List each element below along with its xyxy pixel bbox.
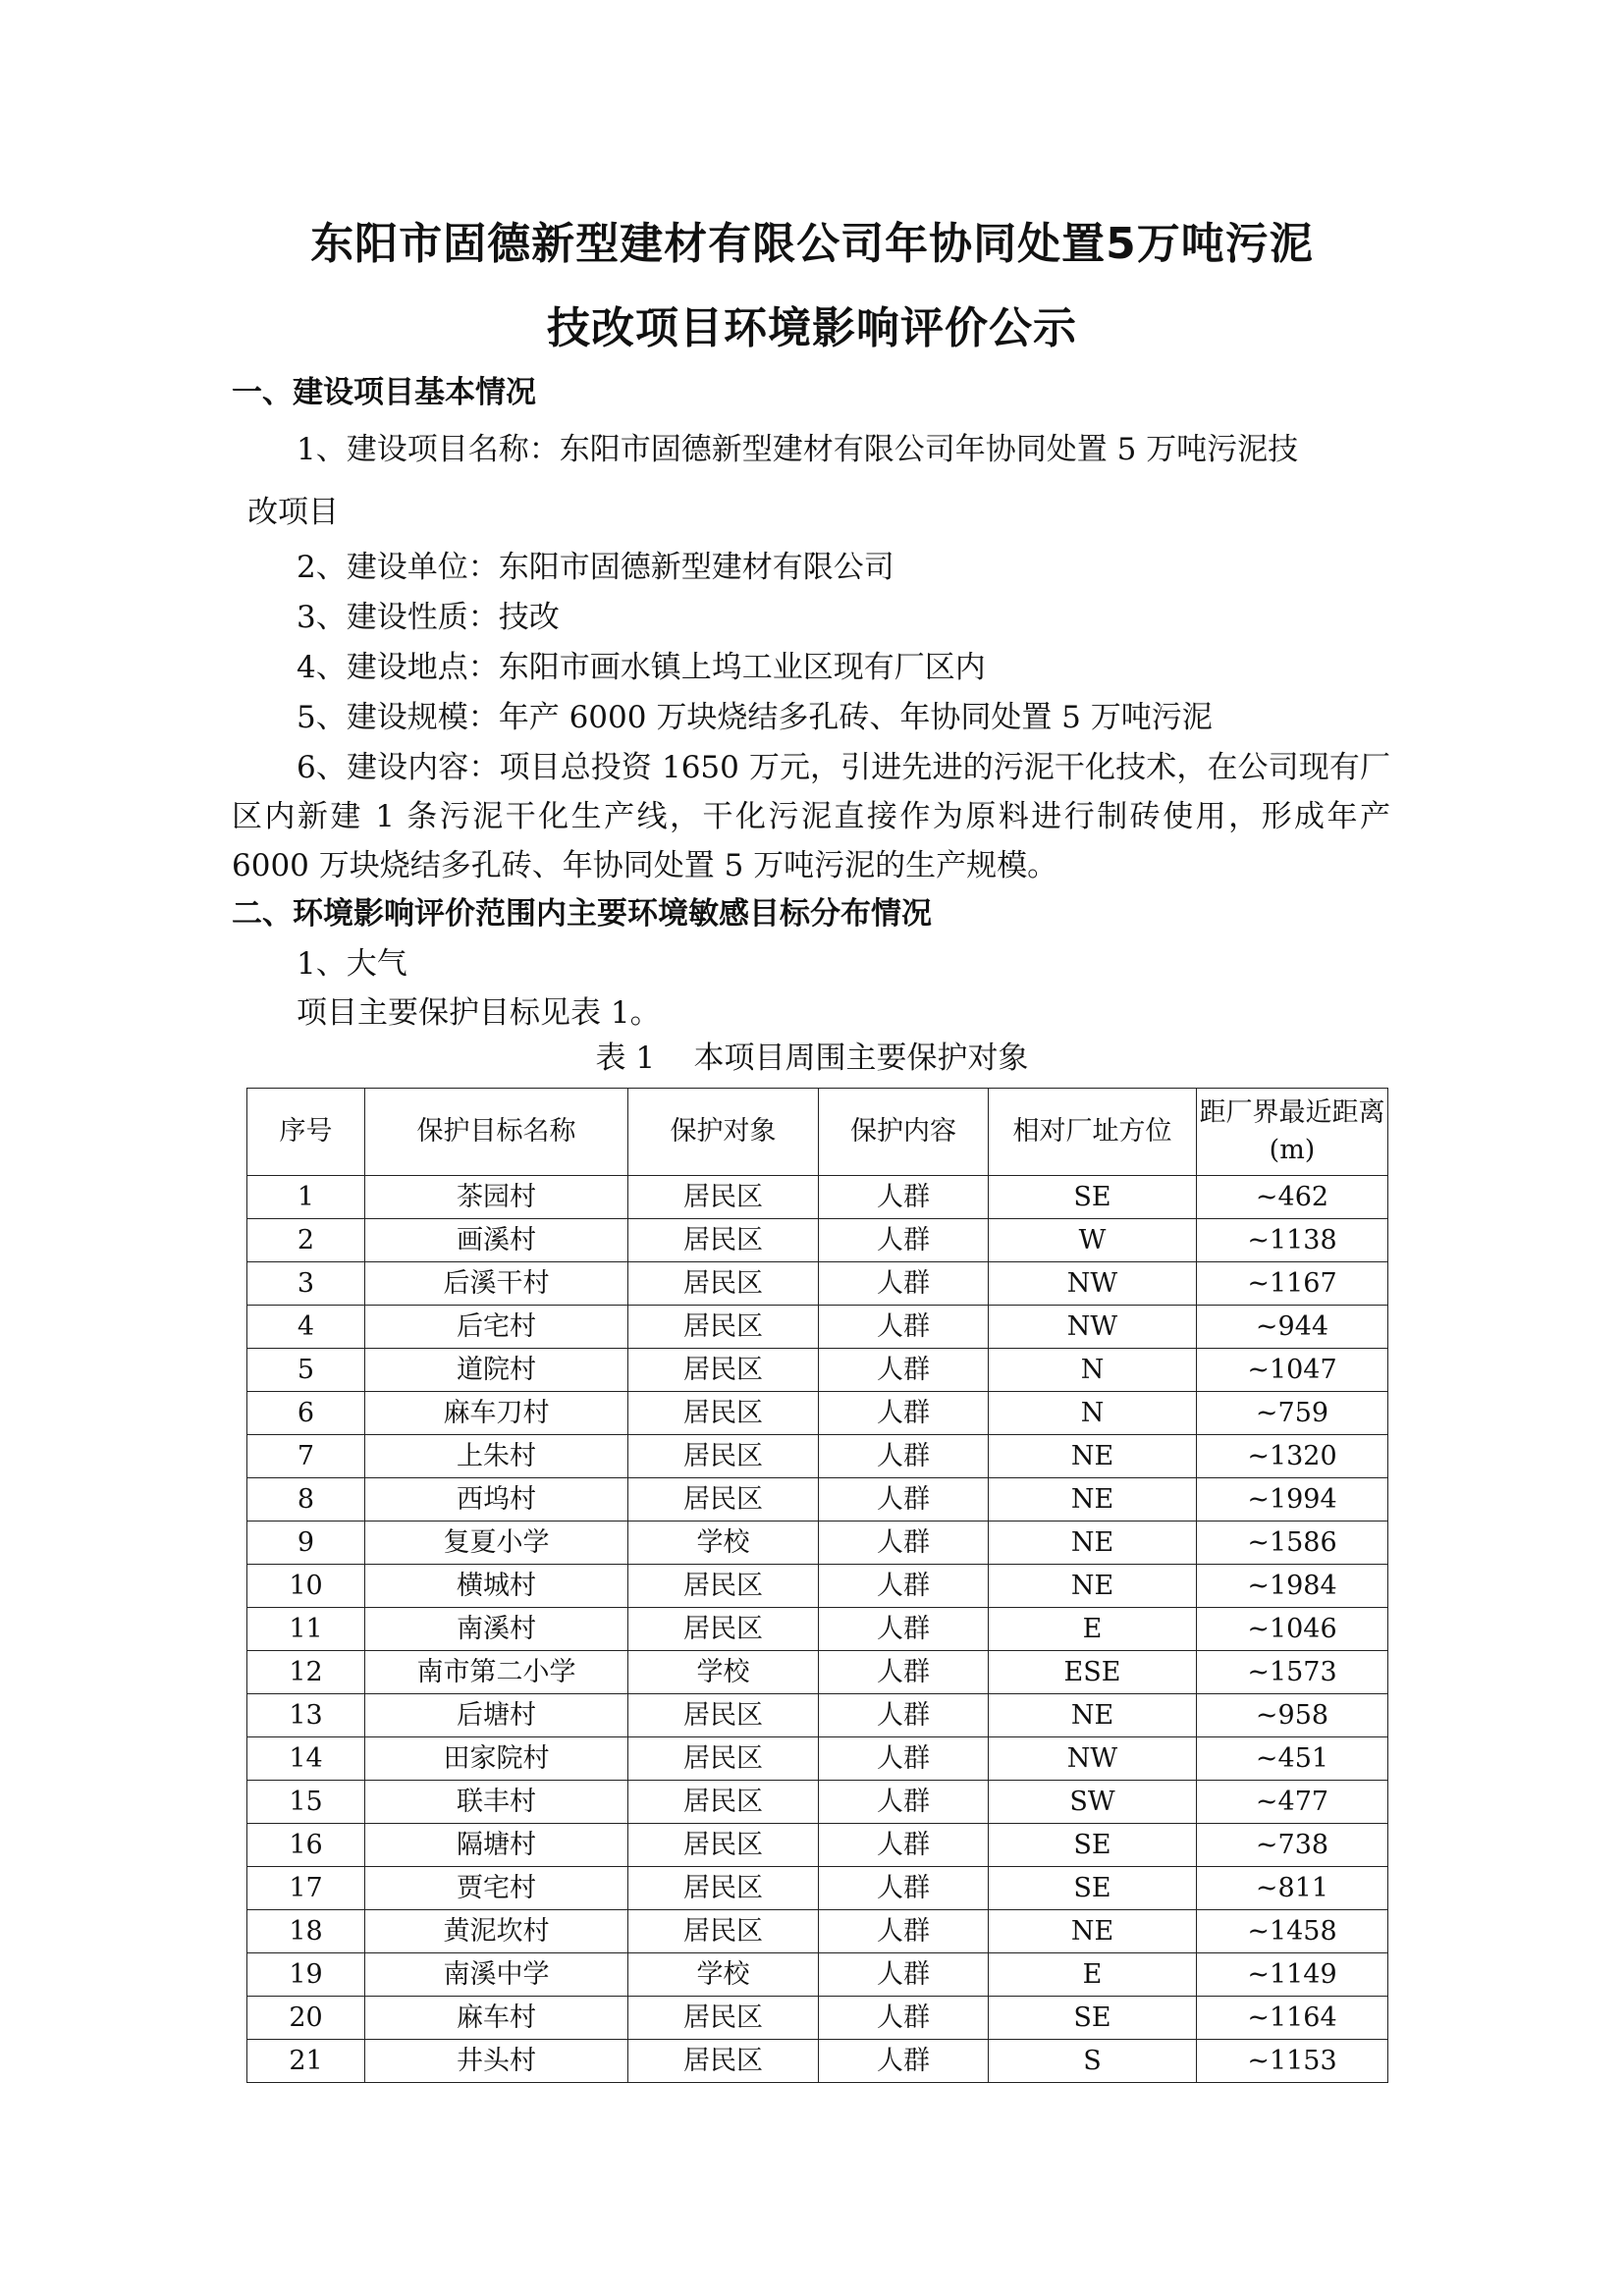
construction-scale: 5、建设规模：年产 6000 万块烧结多孔砖、年协同处置 5 万吨污泥	[297, 700, 1213, 735]
cell-target-name: 麻车村	[365, 1997, 628, 2040]
table-header-row	[247, 1089, 1388, 1176]
cell-target-name: 黄泥坎村	[365, 1910, 628, 1953]
subsection-atmosphere: 1、大气	[297, 946, 407, 982]
cell-distance: ~1149	[1197, 1953, 1388, 1997]
construction-content: 6、建设内容：项目总投资 1650 万元，引进先进的污泥干化技术，在公司现有厂区内新建 1 条污泥干化生产线，干化污泥直接作为原料进行制砖使用，形成年产 6000 万块烧结多孔砖、年协同处置 5 万吨污泥的生产规模。	[232, 750, 1390, 883]
project-name-line-2: 改项目	[247, 495, 339, 530]
cell-index: 17	[247, 1867, 365, 1910]
cell-distance: ~477	[1197, 1781, 1388, 1824]
cell-content: 人群	[819, 1392, 989, 1435]
cell-content: 人群	[819, 2040, 989, 2083]
cell-object: 居民区	[628, 1262, 819, 1306]
cell-object: 学校	[628, 1522, 819, 1565]
cell-distance: ~1047	[1197, 1349, 1388, 1392]
cell-direction: SE	[989, 1867, 1197, 1910]
cell-content: 人群	[819, 1565, 989, 1608]
cell-direction: NW	[989, 1306, 1197, 1349]
cell-index: 21	[247, 2040, 365, 2083]
table-row	[247, 1824, 1388, 1867]
cell-target-name: 南市第二小学	[365, 1651, 628, 1694]
table-body	[247, 1176, 1388, 2083]
cell-direction: NW	[989, 1737, 1197, 1781]
cell-distance: ~1164	[1197, 1997, 1388, 2040]
cell-content: 人群	[819, 1997, 989, 2040]
table-row	[247, 1522, 1388, 1565]
cell-direction: SE	[989, 1997, 1197, 2040]
header-index: 序号	[247, 1089, 365, 1176]
cell-direction: NE	[989, 1694, 1197, 1737]
cell-object: 居民区	[628, 1306, 819, 1349]
cell-direction: NW	[989, 1262, 1197, 1306]
cell-target-name: 西坞村	[365, 1478, 628, 1522]
cell-distance: ~811	[1197, 1867, 1388, 1910]
cell-object: 居民区	[628, 2040, 819, 2083]
table-row	[247, 1392, 1388, 1435]
cell-content: 人群	[819, 1306, 989, 1349]
cell-distance: ~944	[1197, 1306, 1388, 1349]
section-2-heading: 二、环境影响评价范围内主要环境敏感目标分布情况	[232, 896, 932, 932]
cell-target-name: 茶园村	[365, 1176, 628, 1219]
construction-unit: 2、建设单位：东阳市固德新型建材有限公司	[297, 550, 894, 585]
cell-distance: ~462	[1197, 1176, 1388, 1219]
cell-index: 16	[247, 1824, 365, 1867]
cell-index: 20	[247, 1997, 365, 2040]
cell-object: 居民区	[628, 1910, 819, 1953]
cell-distance: ~451	[1197, 1737, 1388, 1781]
cell-index: 4	[247, 1306, 365, 1349]
cell-content: 人群	[819, 1867, 989, 1910]
cell-object: 居民区	[628, 1824, 819, 1867]
cell-index: 10	[247, 1565, 365, 1608]
cell-object: 居民区	[628, 1435, 819, 1478]
table-row	[247, 1651, 1388, 1694]
cell-target-name: 贾宅村	[365, 1867, 628, 1910]
cell-distance: ~1586	[1197, 1522, 1388, 1565]
cell-object: 学校	[628, 1651, 819, 1694]
cell-content: 人群	[819, 1694, 989, 1737]
cell-distance: ~1138	[1197, 1219, 1388, 1262]
cell-object: 居民区	[628, 1867, 819, 1910]
header-distance: 距厂界最近距离(m)	[1197, 1089, 1388, 1176]
cell-distance: ~1046	[1197, 1608, 1388, 1651]
cell-index: 5	[247, 1349, 365, 1392]
table-caption: 表 1 本项目周围主要保护对象	[595, 1041, 1029, 1076]
cell-distance: ~1320	[1197, 1435, 1388, 1478]
cell-index: 15	[247, 1781, 365, 1824]
cell-direction: E	[989, 1608, 1197, 1651]
table-row	[247, 1694, 1388, 1737]
table-row	[247, 1608, 1388, 1651]
cell-distance: ~1994	[1197, 1478, 1388, 1522]
cell-target-name: 后宅村	[365, 1306, 628, 1349]
cell-object: 居民区	[628, 1565, 819, 1608]
cell-object: 居民区	[628, 1392, 819, 1435]
cell-index: 8	[247, 1478, 365, 1522]
cell-object: 居民区	[628, 1694, 819, 1737]
cell-index: 9	[247, 1522, 365, 1565]
header-content: 保护内容	[819, 1089, 989, 1176]
project-name-line-1: 1、建设项目名称：东阳市固德新型建材有限公司年协同处置 5 万吨污泥技	[297, 432, 1299, 467]
cell-distance: ~1167	[1197, 1262, 1388, 1306]
cell-object: 居民区	[628, 1478, 819, 1522]
table-row	[247, 1435, 1388, 1478]
table-row	[247, 1781, 1388, 1824]
cell-direction: SE	[989, 1824, 1197, 1867]
cell-index: 11	[247, 1608, 365, 1651]
cell-distance: ~1153	[1197, 2040, 1388, 2083]
table-row	[247, 1953, 1388, 1997]
cell-content: 人群	[819, 1651, 989, 1694]
table-row	[247, 1349, 1388, 1392]
cell-content: 人群	[819, 1478, 989, 1522]
cell-direction: S	[989, 2040, 1197, 2083]
document-title-line-1: 东阳市固德新型建材有限公司年协同处置5万吨污泥	[310, 219, 1314, 269]
header-object: 保护对象	[628, 1089, 819, 1176]
cell-index: 1	[247, 1176, 365, 1219]
cell-object: 居民区	[628, 1349, 819, 1392]
document-title-line-2: 技改项目环境影响评价公示	[547, 303, 1077, 353]
cell-direction: N	[989, 1349, 1197, 1392]
cell-index: 3	[247, 1262, 365, 1306]
cell-target-name: 井头村	[365, 2040, 628, 2083]
cell-target-name: 南溪中学	[365, 1953, 628, 1997]
table-row	[247, 1867, 1388, 1910]
cell-content: 人群	[819, 1219, 989, 1262]
cell-object: 学校	[628, 1953, 819, 1997]
construction-nature: 3、建设性质：技改	[297, 600, 560, 635]
table-row	[247, 1478, 1388, 1522]
cell-distance: ~1573	[1197, 1651, 1388, 1694]
cell-distance: ~958	[1197, 1694, 1388, 1737]
table-intro: 项目主要保护目标见表 1。	[297, 995, 661, 1031]
cell-distance: ~1458	[1197, 1910, 1388, 1953]
construction-location: 4、建设地点：东阳市画水镇上坞工业区现有厂区内	[297, 650, 986, 685]
cell-direction: ESE	[989, 1651, 1197, 1694]
cell-direction: N	[989, 1392, 1197, 1435]
table-row	[247, 1565, 1388, 1608]
table-row	[247, 1997, 1388, 2040]
cell-direction: NE	[989, 1565, 1197, 1608]
cell-target-name: 画溪村	[365, 1219, 628, 1262]
cell-direction: NE	[989, 1522, 1197, 1565]
cell-target-name: 道院村	[365, 1349, 628, 1392]
cell-target-name: 麻车刀村	[365, 1392, 628, 1435]
cell-object: 居民区	[628, 1781, 819, 1824]
cell-index: 2	[247, 1219, 365, 1262]
cell-direction: SW	[989, 1781, 1197, 1824]
cell-target-name: 联丰村	[365, 1781, 628, 1824]
cell-distance: ~759	[1197, 1392, 1388, 1435]
table-row	[247, 2040, 1388, 2083]
cell-direction: E	[989, 1953, 1197, 1997]
table-row	[247, 1910, 1388, 1953]
cell-index: 13	[247, 1694, 365, 1737]
table-row	[247, 1737, 1388, 1781]
cell-target-name: 上朱村	[365, 1435, 628, 1478]
cell-target-name: 隔塘村	[365, 1824, 628, 1867]
cell-index: 12	[247, 1651, 365, 1694]
cell-index: 18	[247, 1910, 365, 1953]
table-row	[247, 1176, 1388, 1219]
cell-content: 人群	[819, 1349, 989, 1392]
cell-content: 人群	[819, 1435, 989, 1478]
cell-direction: NE	[989, 1435, 1197, 1478]
cell-content: 人群	[819, 1910, 989, 1953]
cell-object: 居民区	[628, 1737, 819, 1781]
cell-content: 人群	[819, 1608, 989, 1651]
cell-content: 人群	[819, 1522, 989, 1565]
cell-target-name: 后塘村	[365, 1694, 628, 1737]
cell-direction: W	[989, 1219, 1197, 1262]
cell-index: 14	[247, 1737, 365, 1781]
table-row	[247, 1262, 1388, 1306]
protection-targets-table	[246, 1088, 1388, 2083]
cell-target-name: 田家院村	[365, 1737, 628, 1781]
cell-object: 居民区	[628, 1997, 819, 2040]
section-1-heading: 一、建设项目基本情况	[232, 375, 536, 410]
cell-index: 19	[247, 1953, 365, 1997]
cell-distance: ~1984	[1197, 1565, 1388, 1608]
cell-object: 居民区	[628, 1608, 819, 1651]
cell-direction: NE	[989, 1478, 1197, 1522]
cell-direction: SE	[989, 1176, 1197, 1219]
cell-target-name: 后溪干村	[365, 1262, 628, 1306]
cell-object: 居民区	[628, 1176, 819, 1219]
cell-index: 7	[247, 1435, 365, 1478]
cell-content: 人群	[819, 1781, 989, 1824]
header-target-name: 保护目标名称	[365, 1089, 628, 1176]
cell-content: 人群	[819, 1176, 989, 1219]
cell-target-name: 横城村	[365, 1565, 628, 1608]
cell-content: 人群	[819, 1262, 989, 1306]
cell-target-name: 复夏小学	[365, 1522, 628, 1565]
cell-direction: NE	[989, 1910, 1197, 1953]
cell-content: 人群	[819, 1824, 989, 1867]
table-row	[247, 1219, 1388, 1262]
cell-content: 人群	[819, 1737, 989, 1781]
table-row	[247, 1306, 1388, 1349]
cell-index: 6	[247, 1392, 365, 1435]
cell-object: 居民区	[628, 1219, 819, 1262]
cell-distance: ~738	[1197, 1824, 1388, 1867]
cell-content: 人群	[819, 1953, 989, 1997]
header-direction: 相对厂址方位	[989, 1089, 1197, 1176]
cell-target-name: 南溪村	[365, 1608, 628, 1651]
